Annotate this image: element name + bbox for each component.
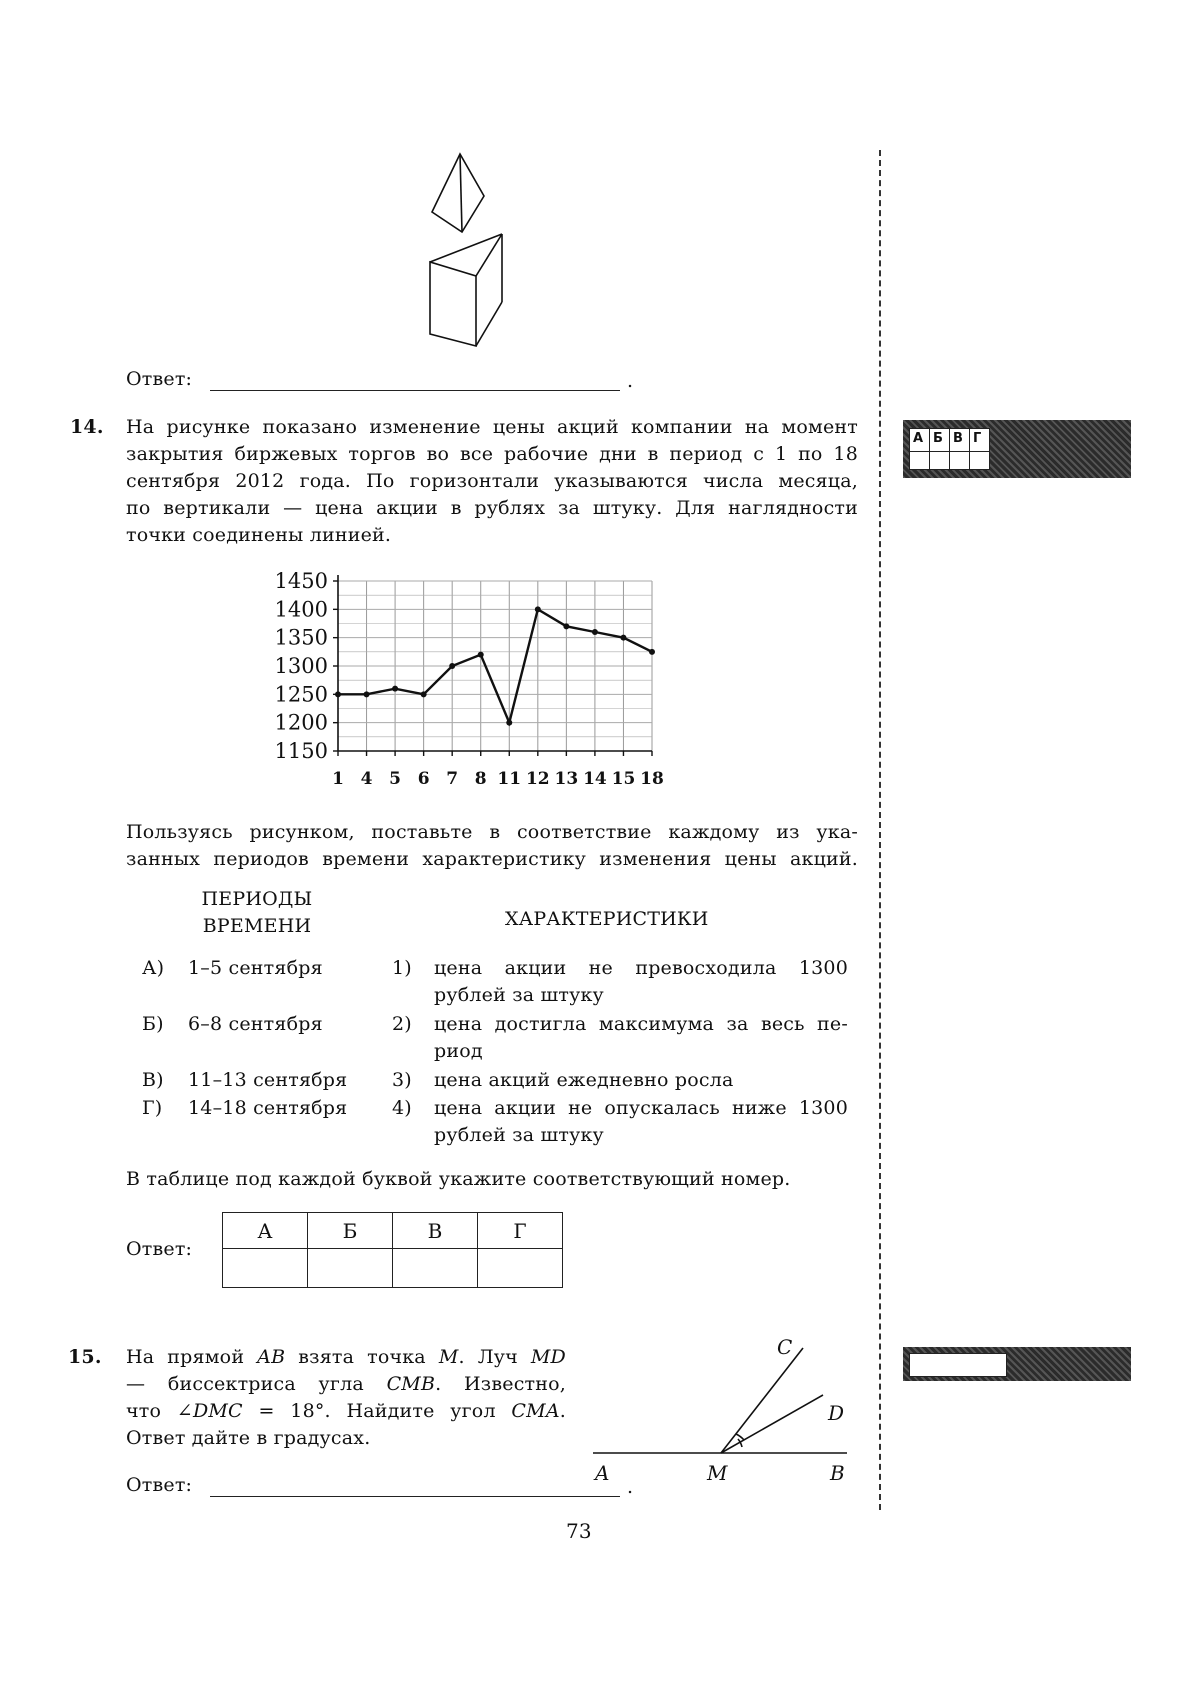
period-letter: Г) — [142, 1097, 163, 1119]
x-tick-label: 15 — [611, 769, 636, 789]
char-num: 1) — [392, 957, 412, 979]
char-line: цена достигла максимума за весь пе- — [434, 1013, 848, 1035]
x-tick-label: 12 — [525, 769, 550, 789]
task14-text-line: сентября 2012 года. По горизонтали указываются числа месяца, — [126, 470, 858, 492]
task14-text-line: закрытия биржевых торгов во все рабочие дни в период с 1 по 18 — [126, 443, 858, 465]
data-point — [449, 663, 455, 669]
data-point — [649, 649, 655, 655]
y-tick-label: 1300 — [274, 654, 328, 678]
grade-box-15 — [903, 1347, 1131, 1381]
task15-line: На прямой AB взята точка M. Луч MD — [126, 1346, 566, 1368]
x-tick-label: 8 — [474, 769, 487, 789]
task13-answer-label: Ответ: — [126, 368, 193, 390]
grade-box-14 — [903, 420, 1131, 478]
task15-line: Ответ дайте в градусах. — [126, 1427, 371, 1449]
periods-header — [192, 886, 322, 940]
data-point — [620, 635, 626, 641]
label-a: A — [595, 1461, 610, 1480]
answer-header-cell: А — [223, 1213, 308, 1249]
char-line: цена акций ежедневно росла — [434, 1069, 734, 1091]
label-d: D — [828, 1401, 845, 1425]
x-tick-label: 14 — [583, 769, 607, 789]
grade-input-15[interactable] — [909, 1353, 1007, 1377]
task14-text-line: На рисунке показано изменение цены акций компании на момент — [126, 416, 858, 438]
task15-number: 15. — [68, 1346, 102, 1368]
task13-answer-dot: . — [627, 370, 634, 392]
prism-shape — [430, 262, 476, 346]
y-tick-label: 1400 — [274, 597, 328, 622]
grade-cell[interactable]: Б — [930, 429, 950, 469]
period-text: 1–5 сентября — [188, 957, 323, 979]
char-line: цена акции не превосходила 1300 — [434, 957, 848, 979]
char-num: 4) — [392, 1097, 412, 1119]
x-tick-label: 6 — [417, 769, 430, 789]
y-tick-label: 1250 — [274, 682, 328, 707]
data-point — [364, 691, 370, 697]
task14-text — [126, 414, 858, 549]
y-tick-label: 1450 — [274, 569, 328, 593]
chart-grid — [338, 581, 652, 751]
data-point — [335, 691, 341, 697]
answer-header-cell: Б — [308, 1213, 393, 1249]
pyramid-shape — [432, 154, 484, 232]
task15-line: — биссектриса угла CMB. Известно, — [126, 1373, 567, 1395]
table-instruction: В таблице под каждой буквой укажите соответствующий номер. — [126, 1168, 791, 1190]
char-num: 3) — [392, 1069, 412, 1091]
x-tick-label: 18 — [640, 769, 664, 789]
data-point — [592, 629, 598, 635]
label-b: B — [830, 1461, 845, 1480]
task14-text-line: по вертикали — цена акции в рублях за штуку. Для наглядности — [126, 497, 858, 519]
char-num: 2) — [392, 1013, 412, 1035]
characteristics-header: ХАРАКТЕРИСТИКИ — [505, 908, 709, 930]
angle-arc-outer — [736, 1434, 744, 1440]
x-tick-label: 5 — [389, 769, 402, 789]
page-number: 73 — [566, 1519, 592, 1543]
char-line: рублей за штуку — [434, 984, 604, 1006]
ray-mc — [721, 1348, 803, 1453]
solids-figure — [420, 150, 520, 350]
ray-md — [721, 1395, 823, 1453]
data-point — [478, 652, 484, 658]
answer-input-cell[interactable] — [393, 1249, 478, 1288]
x-tick-label: 1 — [332, 769, 344, 789]
answer-input-cell[interactable] — [478, 1249, 563, 1288]
task13-answer-line[interactable] — [210, 390, 620, 391]
task15-answer-label: Ответ: — [126, 1474, 193, 1496]
char-line: цена акции не опускалась ниже 1300 — [434, 1097, 848, 1119]
chart-x-ticks — [332, 751, 664, 789]
data-point — [506, 720, 512, 726]
grade-cell[interactable]: Г — [970, 429, 989, 469]
char-text — [434, 1095, 848, 1149]
task15-line: что ∠DMC = 18°. Найдите угол CMA. — [126, 1400, 566, 1422]
chart-axes — [338, 575, 652, 751]
x-tick-label: 7 — [446, 769, 459, 789]
x-tick-label: 11 — [497, 769, 522, 789]
grade-cell[interactable]: В — [950, 429, 970, 469]
y-tick-label: 1150 — [274, 739, 328, 763]
grade-cells — [909, 428, 990, 470]
period-text: 11–13 сентября — [188, 1069, 348, 1091]
data-point — [535, 606, 541, 612]
answer-table — [222, 1212, 563, 1288]
periods-header-line: ПЕРИОДЫ — [201, 888, 313, 910]
data-point — [563, 623, 569, 629]
period-letter: В) — [142, 1069, 164, 1091]
chart-y-ticks — [275, 569, 338, 763]
answer-header-cell: Г — [478, 1213, 563, 1249]
char-text — [434, 1011, 848, 1065]
data-point — [392, 686, 398, 692]
char-line: рублей за штуку — [434, 1124, 604, 1146]
data-point — [421, 691, 427, 697]
instruction-line: Пользуясь рисунком, поставьте в соответствие каждому из ука- — [126, 821, 858, 843]
grade-cell[interactable]: А — [910, 429, 930, 469]
period-letter: Б) — [142, 1013, 164, 1035]
periods-header-line: ВРЕМЕНИ — [202, 915, 312, 937]
answer-header-cell: В — [393, 1213, 478, 1249]
period-letter: А) — [142, 957, 165, 979]
period-text: 14–18 сентября — [188, 1097, 348, 1119]
stock-price-chart — [255, 565, 675, 800]
char-text — [434, 955, 848, 1009]
x-tick-label: 13 — [554, 769, 579, 789]
angle-figure — [585, 1330, 855, 1480]
char-text — [434, 1067, 848, 1094]
task14-instruction — [126, 819, 858, 873]
task14-answer-label: Ответ: — [126, 1238, 193, 1260]
task15-text — [126, 1344, 566, 1452]
label-c: C — [777, 1335, 793, 1359]
x-tick-label: 4 — [360, 769, 373, 789]
char-line: риод — [434, 1040, 483, 1062]
y-tick-label: 1350 — [274, 625, 328, 650]
task14-text-line: точки соединены линией. — [126, 524, 392, 546]
task14-number: 14. — [70, 416, 104, 438]
y-tick-label: 1200 — [274, 710, 328, 735]
answer-input-cell[interactable] — [308, 1249, 393, 1288]
cut-line — [879, 150, 881, 1510]
answer-input-cell[interactable] — [223, 1249, 308, 1288]
instruction-line: занных периодов времени характеристику изменения цены акций. — [126, 848, 858, 870]
label-m: M — [707, 1461, 728, 1480]
task15-answer-dot: . — [627, 1476, 634, 1498]
task15-answer-line[interactable] — [210, 1496, 620, 1497]
period-text: 6–8 сентября — [188, 1013, 323, 1035]
